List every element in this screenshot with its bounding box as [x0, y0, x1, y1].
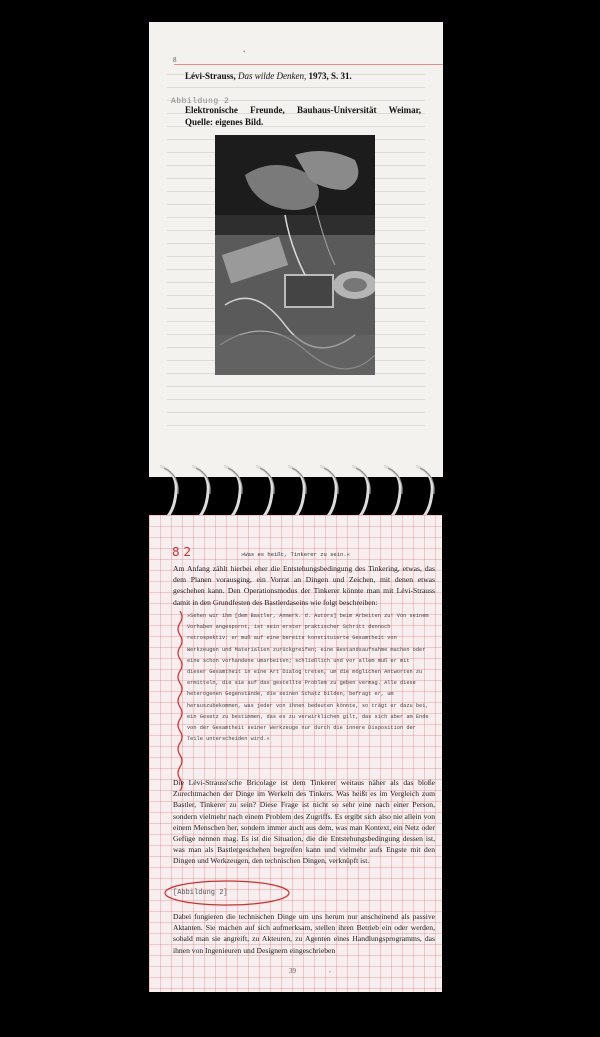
figure-reference: [Abbildung 2] [173, 889, 228, 897]
page-mark: • [329, 970, 332, 976]
figure-label: Abbildung 2 [171, 97, 230, 106]
photo-illustration [215, 135, 375, 375]
top-page [149, 22, 443, 477]
electronics-photo [215, 135, 375, 375]
header-rule [174, 64, 443, 65]
paragraph-1: Am Anfang zählt hierbei eher die Entstehungsbedingung des Tinkering, etwas, das dem Planen vorausging, ein Vorrat an Dingen und Zeichen, mit denen etwas geschehen kann. Den Operationsmodus der Tinkerer könnte man mit Lévi-Strauss damit in den Grundfesten des Bastlerdaseins wie folgt beschreiben: [173, 564, 435, 607]
paragraph-3: Dabei fungieren die technischen Dinge um uns herum nur anscheinend als passive Aktanten. Sie machen auf sich aufmerksam, stellen ihren Betrieb ein oder werden, sobald man sie angreift, zu Akteuren, zu Agenten eines Handlungsprogramms, das ihnen von Ingenieuren und Designern eingeschrieben [173, 912, 435, 955]
reference-author: Lévi-Strauss, [185, 71, 236, 81]
page-mark: • [243, 48, 246, 56]
margin-squiggle [176, 611, 184, 791]
bottom-page [149, 515, 442, 992]
handwritten-page-number: 8 2 [172, 545, 192, 559]
reference-rest: 1973, S. 31. [308, 71, 352, 81]
reference-title: Das wilde Denken, [238, 71, 307, 81]
running-header: »Was es heißt, Tinkerer zu sein.« [241, 551, 350, 558]
top-page-number: 8 [173, 56, 177, 64]
figure-caption: Elektronische Freunde, Bauhaus-Universität Weimar, Quelle: eigenes Bild. [185, 105, 421, 127]
reference-line [185, 71, 352, 81]
block-quote: »Sehen wir ihm [dem Bastler, Anmerk. d. Autors] beim Arbeiten zu! Von seinem Vorhaben angespornt, ist sein erster praktischer Schritt dennoch retrospektiv: er muß auf eine bereits konstituierte Gesamtheit von Werkzeugen und Materialien zurückgreifen; eine Bestandsaufnahme machen oder eine schon vorhandene umarbeiten; schließlich und vor allem muß er mit dieser Gesamtheit in eine Art Dialog treten, um die möglichen Antworten zu ermitteln, die sie auf das gestellte Problem zu geben vermag. Alle diese heterogenen Gegenstände, die seinen Schatz bilden, befragt er, um herauszubekommen, was jeder von ihnen bedeuten könnte, so trägt er dazu bei, ein Gesetz zu bestimmen, das es zu verwirklichen gilt, das sich aber am Ende von der Gesamtheit seiner Werkzeuge nur durch die innere Disposition der Teile unterscheiden wird.« [187, 613, 429, 743]
paragraph-2: Die Lévi-Strauss'sche Bricolage ist dem Tinkerer weitaus näher als das bloße Zurechtmachen der Dinge im Werkeln des Tinkers. Was heißt es im Vergleich zum Bastler, Tinkerer zu sein? Diese Frage ist nicht so sehr eine nach einer Person, sondern vielmehr nach einem Problem des Zugriffs. Es ergibt sich also nie allein von einem Menschen her, sondern immer auch aus dem, was man Kontext, ein Netz oder Gefüge nennen mag. Es ist die Situation, die die Entstehungsbedingung dessen ist, was man als Bastlergeschehen begreifen kann und vielmehr aufs Engste mit den Dingen und Werkzeugen, den technischen Dingen, verknüpft ist. [173, 778, 435, 866]
bottom-page-number: 39 [289, 967, 296, 975]
